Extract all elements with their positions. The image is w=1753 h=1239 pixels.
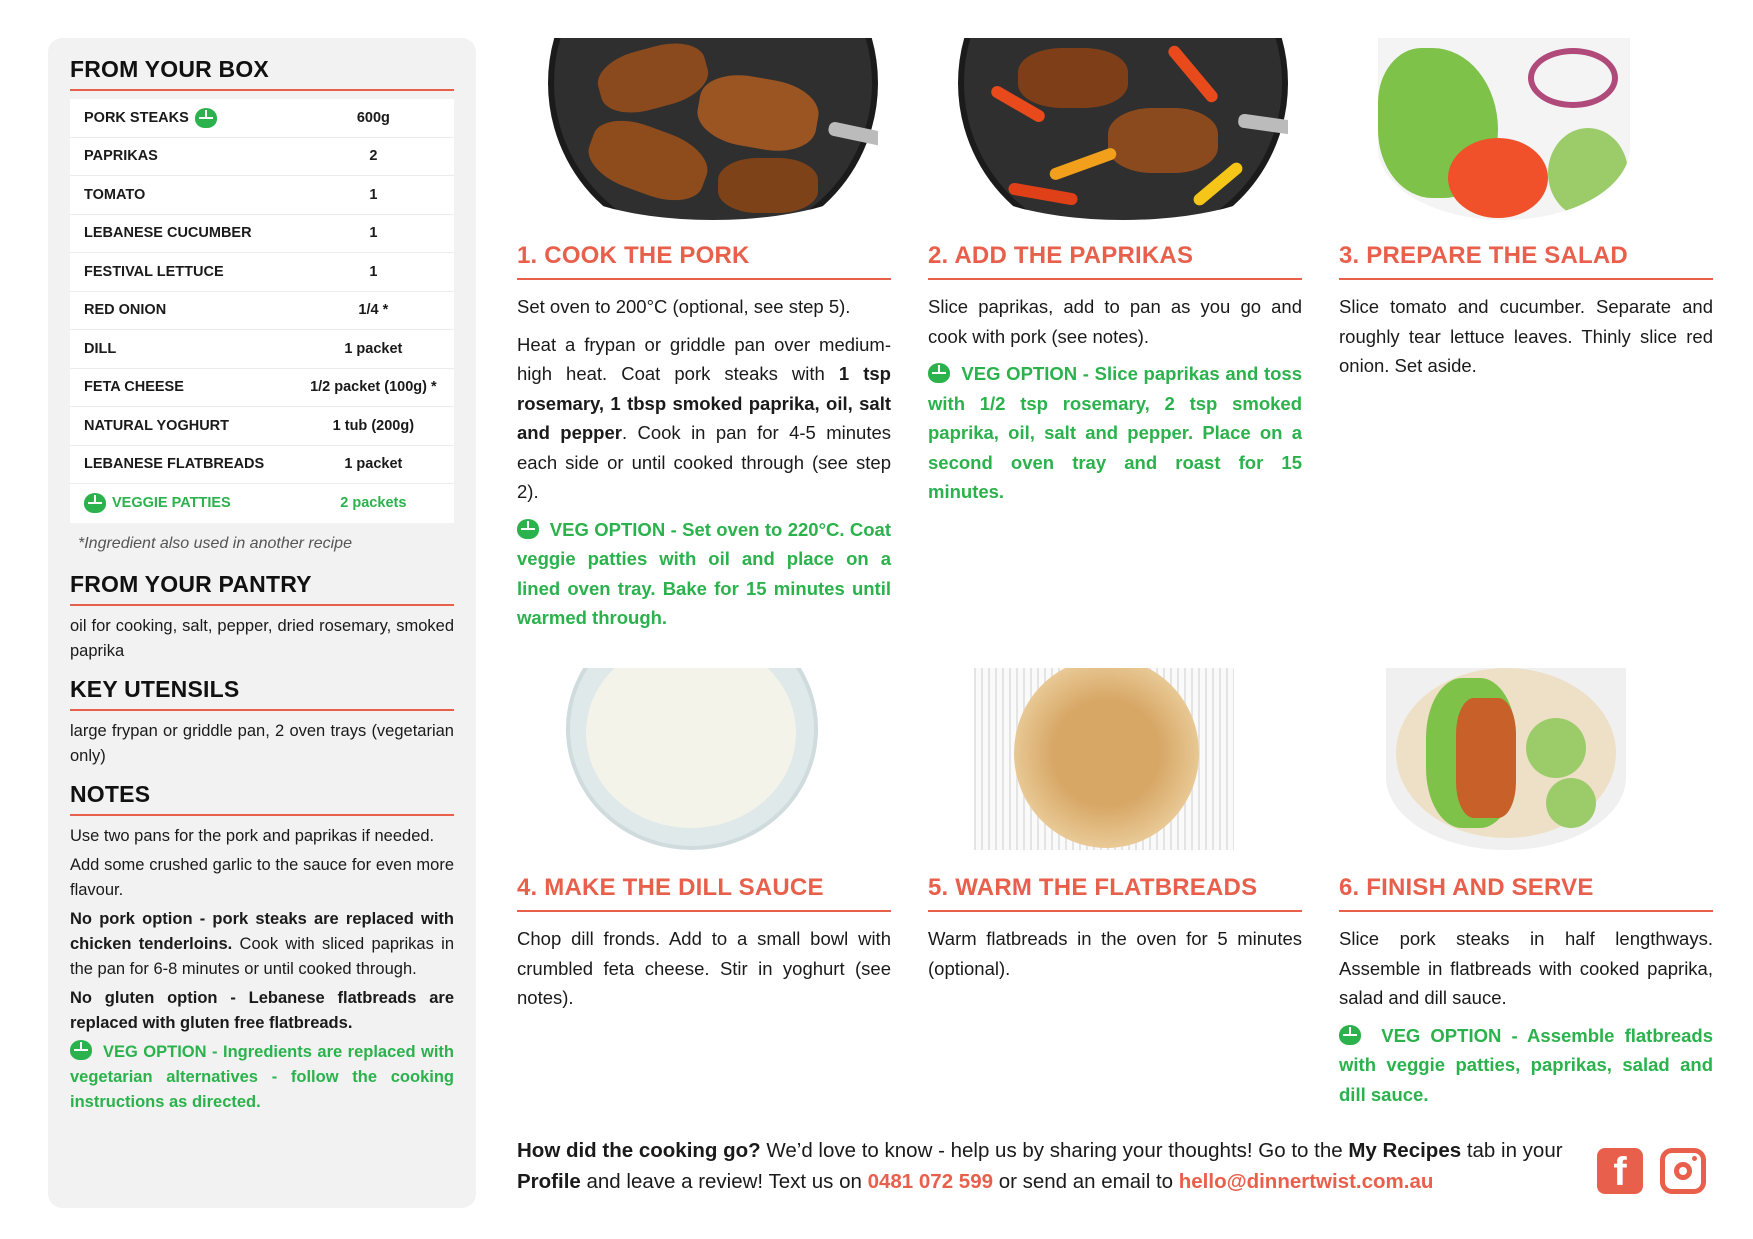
note-garlic: Add some crushed garlic to the sauce for even more flavour. [70, 855, 454, 899]
step-4-body [517, 924, 891, 1013]
ingredient-name [70, 456, 293, 472]
ingredient-name-text: RED ONION [84, 302, 167, 319]
my-recipes-link[interactable]: My Recipes [1348, 1139, 1462, 1162]
instagram-icon[interactable] [1660, 1148, 1706, 1194]
step-6-photo [1386, 668, 1626, 850]
note-no-pork [70, 907, 454, 982]
footer-text-4: or send an email to [993, 1170, 1179, 1193]
step-5-photo [974, 668, 1234, 850]
feedback-footer [517, 1135, 1567, 1197]
step-3-photo [1378, 38, 1630, 220]
ingredient-qty: 1 packet [344, 340, 403, 357]
step-1-cook [517, 330, 891, 507]
ingredient-name-text: LEBANESE FLATBREADS [84, 456, 265, 473]
ingredient-qty: 1 [369, 186, 378, 203]
step-1-oven: Set oven to 200°C (optional, see step 5). [517, 296, 851, 317]
step-1-body [517, 292, 891, 633]
step-2 [928, 242, 1302, 515]
veg-leaf-icon [84, 493, 106, 513]
veg-leaf-icon [70, 1040, 92, 1060]
step-1-cook-a: Heat a frypan or griddle pan over medium-high heat. Coat pork steaks with [517, 333, 891, 384]
note-veg-option [70, 1040, 454, 1115]
ingredient-name [70, 264, 293, 280]
step-2-text: Slice paprikas, add to pan as you go and cook with pork (see notes). [928, 296, 1302, 347]
step-2-title: 2. ADD THE PAPRIKAS [928, 242, 1302, 280]
ingredient-name [70, 108, 293, 128]
ingredient-row [70, 253, 454, 292]
ingredient-row [70, 138, 454, 177]
veg-leaf-icon [928, 363, 950, 383]
step-2-veg-text: VEG OPTION - Slice paprikas and toss with 1/2 tsp rosemary, 2 tsp smoked paprika, oil, salt and pepper. Place on a second oven tray and roast for 15 minutes. [928, 363, 1302, 502]
ingredient-row [70, 330, 454, 369]
ingredient-qty: 1 tub (200g) [332, 417, 415, 434]
ingredient-name-text: LEBANESE CUCUMBER [84, 225, 252, 242]
ingredient-name-text: PORK STEAKS [84, 109, 189, 126]
footer-text-2: tab in your [1461, 1139, 1563, 1162]
step-1-photo [548, 38, 878, 220]
ingredient-name-text: VEGGIE PATTIES [112, 495, 231, 512]
step-4-text: Chop dill fronds. Add to a small bowl with crumbled feta cheese. Stir in yoghurt (see notes). [517, 928, 891, 1008]
ingredient-name [70, 225, 293, 241]
ingredient-name [70, 493, 293, 513]
step-1-title: 1. COOK THE PORK [517, 242, 891, 280]
step-2-photo [958, 38, 1288, 220]
ingredient-name [70, 418, 293, 434]
profile-link[interactable]: Profile [517, 1170, 581, 1193]
step-6-title: 6. FINISH AND SERVE [1339, 874, 1713, 912]
step-5-title: 5. WARM THE FLATBREADS [928, 874, 1302, 912]
step-1-cook-c: . Cook in pan for 4-5 minutes each side or until cooked through (see step 2). [517, 422, 891, 502]
ingredient-qty: 1 [369, 263, 378, 280]
step-6-text: Slice pork steaks in half lengthways. Assemble in flatbreads with cooked paprika, salad and dill sauce. [1339, 928, 1713, 1008]
ingredient-name-text: TOMATO [84, 186, 146, 203]
ingredient-row [70, 369, 454, 408]
from-your-box-heading: FROM YOUR BOX [70, 56, 454, 91]
step-3-text: Slice tomato and cucumber. Separate and roughly tear lettuce leaves. Thinly slice red onion. Set aside. [1339, 296, 1713, 376]
ingredient-row [70, 99, 454, 138]
ingredient-row [70, 176, 454, 215]
step-5 [928, 874, 1302, 991]
ingredient-row [70, 484, 454, 523]
pantry-text: oil for cooking, salt, pepper, dried rosemary, smoked paprika [70, 616, 454, 660]
footer-text-1: We’d love to know - help us by sharing your thoughts! Go to the [760, 1139, 1349, 1162]
step-5-text: Warm flatbreads in the oven for 5 minutes (optional). [928, 928, 1302, 979]
pantry-section [70, 571, 454, 664]
ingredient-qty: 2 packets [340, 495, 407, 512]
ingredient-qty: 1 [369, 225, 378, 242]
ingredient-qty: 2 [369, 148, 378, 165]
step-4 [517, 874, 891, 1021]
ingredient-qty: 600g [356, 109, 390, 126]
ingredient-name [70, 302, 293, 318]
step-1-veg-text: VEG OPTION - Set oven to 220°C. Coat veggie patties with oil and place on a lined oven tray. Bake for 15 minutes until warmed through. [517, 518, 892, 628]
phone-link[interactable]: 0481 072 599 [867, 1170, 993, 1193]
pantry-heading: FROM YOUR PANTRY [70, 571, 454, 606]
step-2-veg-option [928, 359, 1302, 507]
ingredient-row [70, 407, 454, 446]
step-6 [1339, 874, 1713, 1117]
step-1-veg-option [517, 515, 891, 633]
note-no-pork-bold: No pork option - pork steaks are replaced with chicken tenderloins. [70, 909, 454, 953]
ingredient-qty: 1/4 * [358, 302, 389, 319]
notes-section [70, 781, 454, 1115]
ingredient-name-text: FETA CHEESE [84, 379, 184, 396]
step-3 [1339, 242, 1713, 389]
ingredient-row [70, 292, 454, 331]
ingredient-name [70, 187, 293, 203]
notes-heading: NOTES [70, 781, 454, 816]
step-3-body [1339, 292, 1713, 381]
step-3-title: 3. PREPARE THE SALAD [1339, 242, 1713, 280]
ingredient-qty: 1/2 packet (100g) * [310, 379, 437, 396]
ingredient-row [70, 446, 454, 485]
ingredients-table [70, 99, 454, 523]
facebook-icon[interactable]: f [1597, 1148, 1643, 1194]
ingredients-sidebar [48, 38, 476, 1208]
ingredient-qty: 1 packet [344, 456, 403, 473]
note-two-pans: Use two pans for the pork and paprikas if needed. [70, 826, 435, 845]
veg-leaf-icon [195, 108, 217, 128]
email-link[interactable]: hello@dinnertwist.com.au [1178, 1170, 1434, 1193]
ingredient-name [70, 379, 293, 395]
ingredient-name [70, 341, 293, 357]
utensils-section [70, 676, 454, 769]
step-6-veg-option [1339, 1021, 1713, 1110]
step-5-body [928, 924, 1302, 983]
ingredient-name-text: FESTIVAL LETTUCE [84, 263, 224, 280]
veg-leaf-icon [1339, 1025, 1361, 1045]
step-6-veg-text: VEG OPTION - Assemble flatbreads with veggie patties, paprikas, salad and dill sauce. [1339, 1024, 1713, 1105]
utensils-text: large frypan or griddle pan, 2 oven trays (vegetarian only) [70, 721, 454, 765]
note-veg-text: VEG OPTION - Ingredients are replaced with vegetarian alternatives - follow the cooking instructions as directed. [70, 1042, 454, 1111]
step-1-cook-seasoning: 1 tsp rosemary, 1 tbsp smoked paprika, oil, salt and pepper [517, 363, 891, 443]
step-4-title: 4. MAKE THE DILL SAUCE [517, 874, 891, 912]
veg-leaf-icon [517, 519, 539, 539]
ingredient-name [70, 148, 293, 164]
note-no-gluten: No gluten option - Lebanese flatbreads are replaced with gluten free flatbreads. [70, 988, 454, 1032]
ingredient-name-text: NATURAL YOGHURT [84, 417, 229, 434]
note-no-pork-rest: Cook with sliced paprikas in the pan for 6-8 minutes or until cooked through. [70, 934, 454, 978]
ingredient-name-text: DILL [84, 340, 117, 357]
footer-text-3: and leave a review! Text us on [580, 1170, 868, 1193]
utensils-heading: KEY UTENSILS [70, 676, 454, 711]
ingredients-footnote: *Ingredient also used in another recipe [78, 534, 352, 552]
step-1 [517, 242, 891, 641]
ingredient-row [70, 215, 454, 254]
step-2-body [928, 292, 1302, 507]
step-6-body [1339, 924, 1713, 1109]
ingredient-name-text: PAPRIKAS [84, 148, 158, 165]
step-4-photo [566, 668, 818, 850]
footer-question: How did the cooking go? [517, 1139, 761, 1162]
